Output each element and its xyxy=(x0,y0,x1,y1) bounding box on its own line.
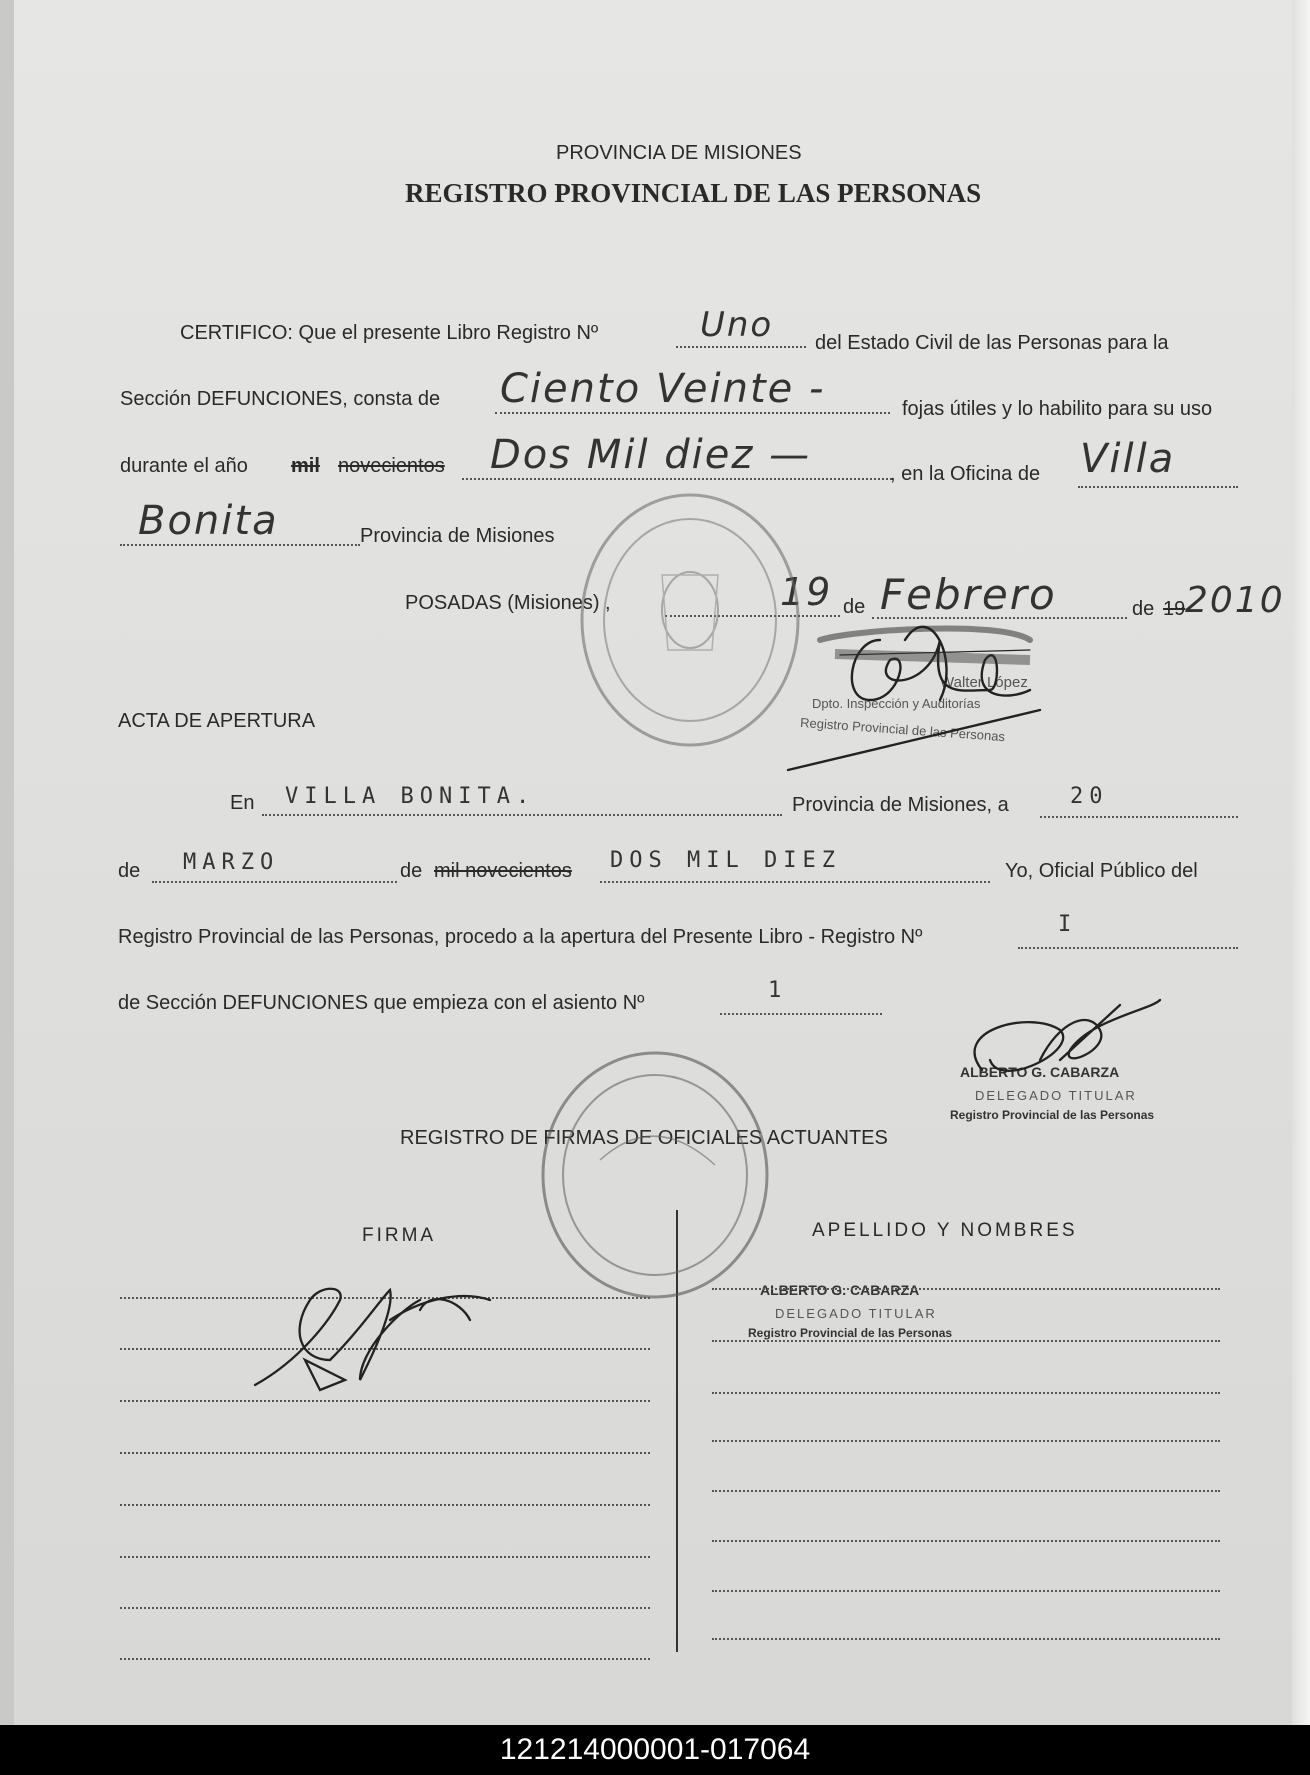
entry-role: DELEGADO TITULAR xyxy=(775,1306,937,1321)
cert-text: , en la Oficina de xyxy=(890,463,1041,485)
handwritten-pages: Ciento Veinte - xyxy=(500,366,826,412)
signatory-name: ALBERTO G. CABARZA xyxy=(960,1064,1120,1080)
signatory-name: Walter López xyxy=(940,674,1028,691)
acta-text: de xyxy=(400,860,423,882)
struck-text: novecientos xyxy=(338,455,445,477)
official-seal-stamp xyxy=(582,495,798,745)
handwritten-year: Dos Mil diez — xyxy=(490,432,812,478)
handwritten-year: 2010 xyxy=(1185,580,1285,621)
cert-text: CERTIFICO: Que el presente Libro Registro Nº xyxy=(180,322,599,344)
cert-text: de xyxy=(843,596,866,618)
cert-text: Sección DEFUNCIONES, consta de xyxy=(120,388,441,410)
handwritten-month: Febrero xyxy=(880,570,1057,619)
signatory-org: Registro Provincial de las Personas xyxy=(799,714,1006,745)
signatory-dept: Dpto. Inspección y Auditorías xyxy=(812,696,981,711)
acta-text: Provincia de Misiones, a xyxy=(792,794,1009,816)
struck-text: mil novecientos xyxy=(434,860,572,882)
handwritten-signature xyxy=(255,1289,490,1390)
handwritten-signature xyxy=(788,627,1040,770)
struck-text: mil xyxy=(291,455,320,477)
cert-text: del Estado Civil de las Personas para la xyxy=(815,332,1169,354)
cert-text: Provincia de Misiones xyxy=(360,525,555,547)
acta-text: de Sección DEFUNCIONES que empieza con el asiento Nº xyxy=(118,992,645,1014)
acta-title: ACTA DE APERTURA xyxy=(118,710,316,732)
handwritten-year: DOS MIL DIEZ xyxy=(610,848,841,873)
handwritten-book: I xyxy=(1058,912,1078,937)
handwritten-signature xyxy=(975,1000,1160,1071)
handwritten-book-number: Uno xyxy=(700,305,774,345)
registry-title: REGISTRO PROVINCIAL DE LAS PERSONAS xyxy=(405,178,982,208)
acta-text: de xyxy=(118,860,141,882)
barcode-footer: 121214000001-017064 xyxy=(0,1725,1310,1775)
handwritten-month: MARZO xyxy=(183,850,280,875)
handwritten-day: 19 xyxy=(780,570,833,614)
acta-text: Yo, Oficial Público del xyxy=(1005,860,1198,882)
cert-text: fojas útiles y lo habilito para su uso xyxy=(902,398,1213,420)
col-nombres: APELLIDO Y NOMBRES xyxy=(812,1220,1078,1241)
entry-name: ALBERTO G. CABARZA xyxy=(760,1282,920,1298)
cert-text: durante el año xyxy=(120,455,248,477)
col-firma: FIRMA xyxy=(362,1225,437,1246)
handwritten-place: VILLA BONITA. xyxy=(285,784,536,809)
signatory-org: Registro Provincial de las Personas xyxy=(950,1108,1155,1122)
entry-org: Registro Provincial de las Personas xyxy=(748,1326,953,1340)
acta-text: En xyxy=(230,792,255,814)
province-header: PROVINCIA DE MISIONES xyxy=(556,142,802,164)
handwritten-office: Villa xyxy=(1080,436,1176,482)
struck-text: 19 xyxy=(1163,598,1186,620)
handwritten-entry: 1 xyxy=(768,978,788,1003)
firmas-title: REGISTRO DE FIRMAS DE OFICIALES ACTUANTES xyxy=(400,1127,888,1149)
official-seal-stamp xyxy=(543,1053,767,1297)
signatory-role: DELEGADO TITULAR xyxy=(975,1088,1137,1103)
acta-text: Registro Provincial de las Personas, procedo a la apertura del Presente Libro - Registro Nº xyxy=(118,926,923,948)
handwritten-day: 20 xyxy=(1070,784,1109,809)
place-text: POSADAS (Misiones) , xyxy=(405,592,611,614)
cert-text: de xyxy=(1132,598,1155,620)
strike-mark xyxy=(835,654,1030,660)
handwritten-office: Bonita xyxy=(138,498,279,544)
